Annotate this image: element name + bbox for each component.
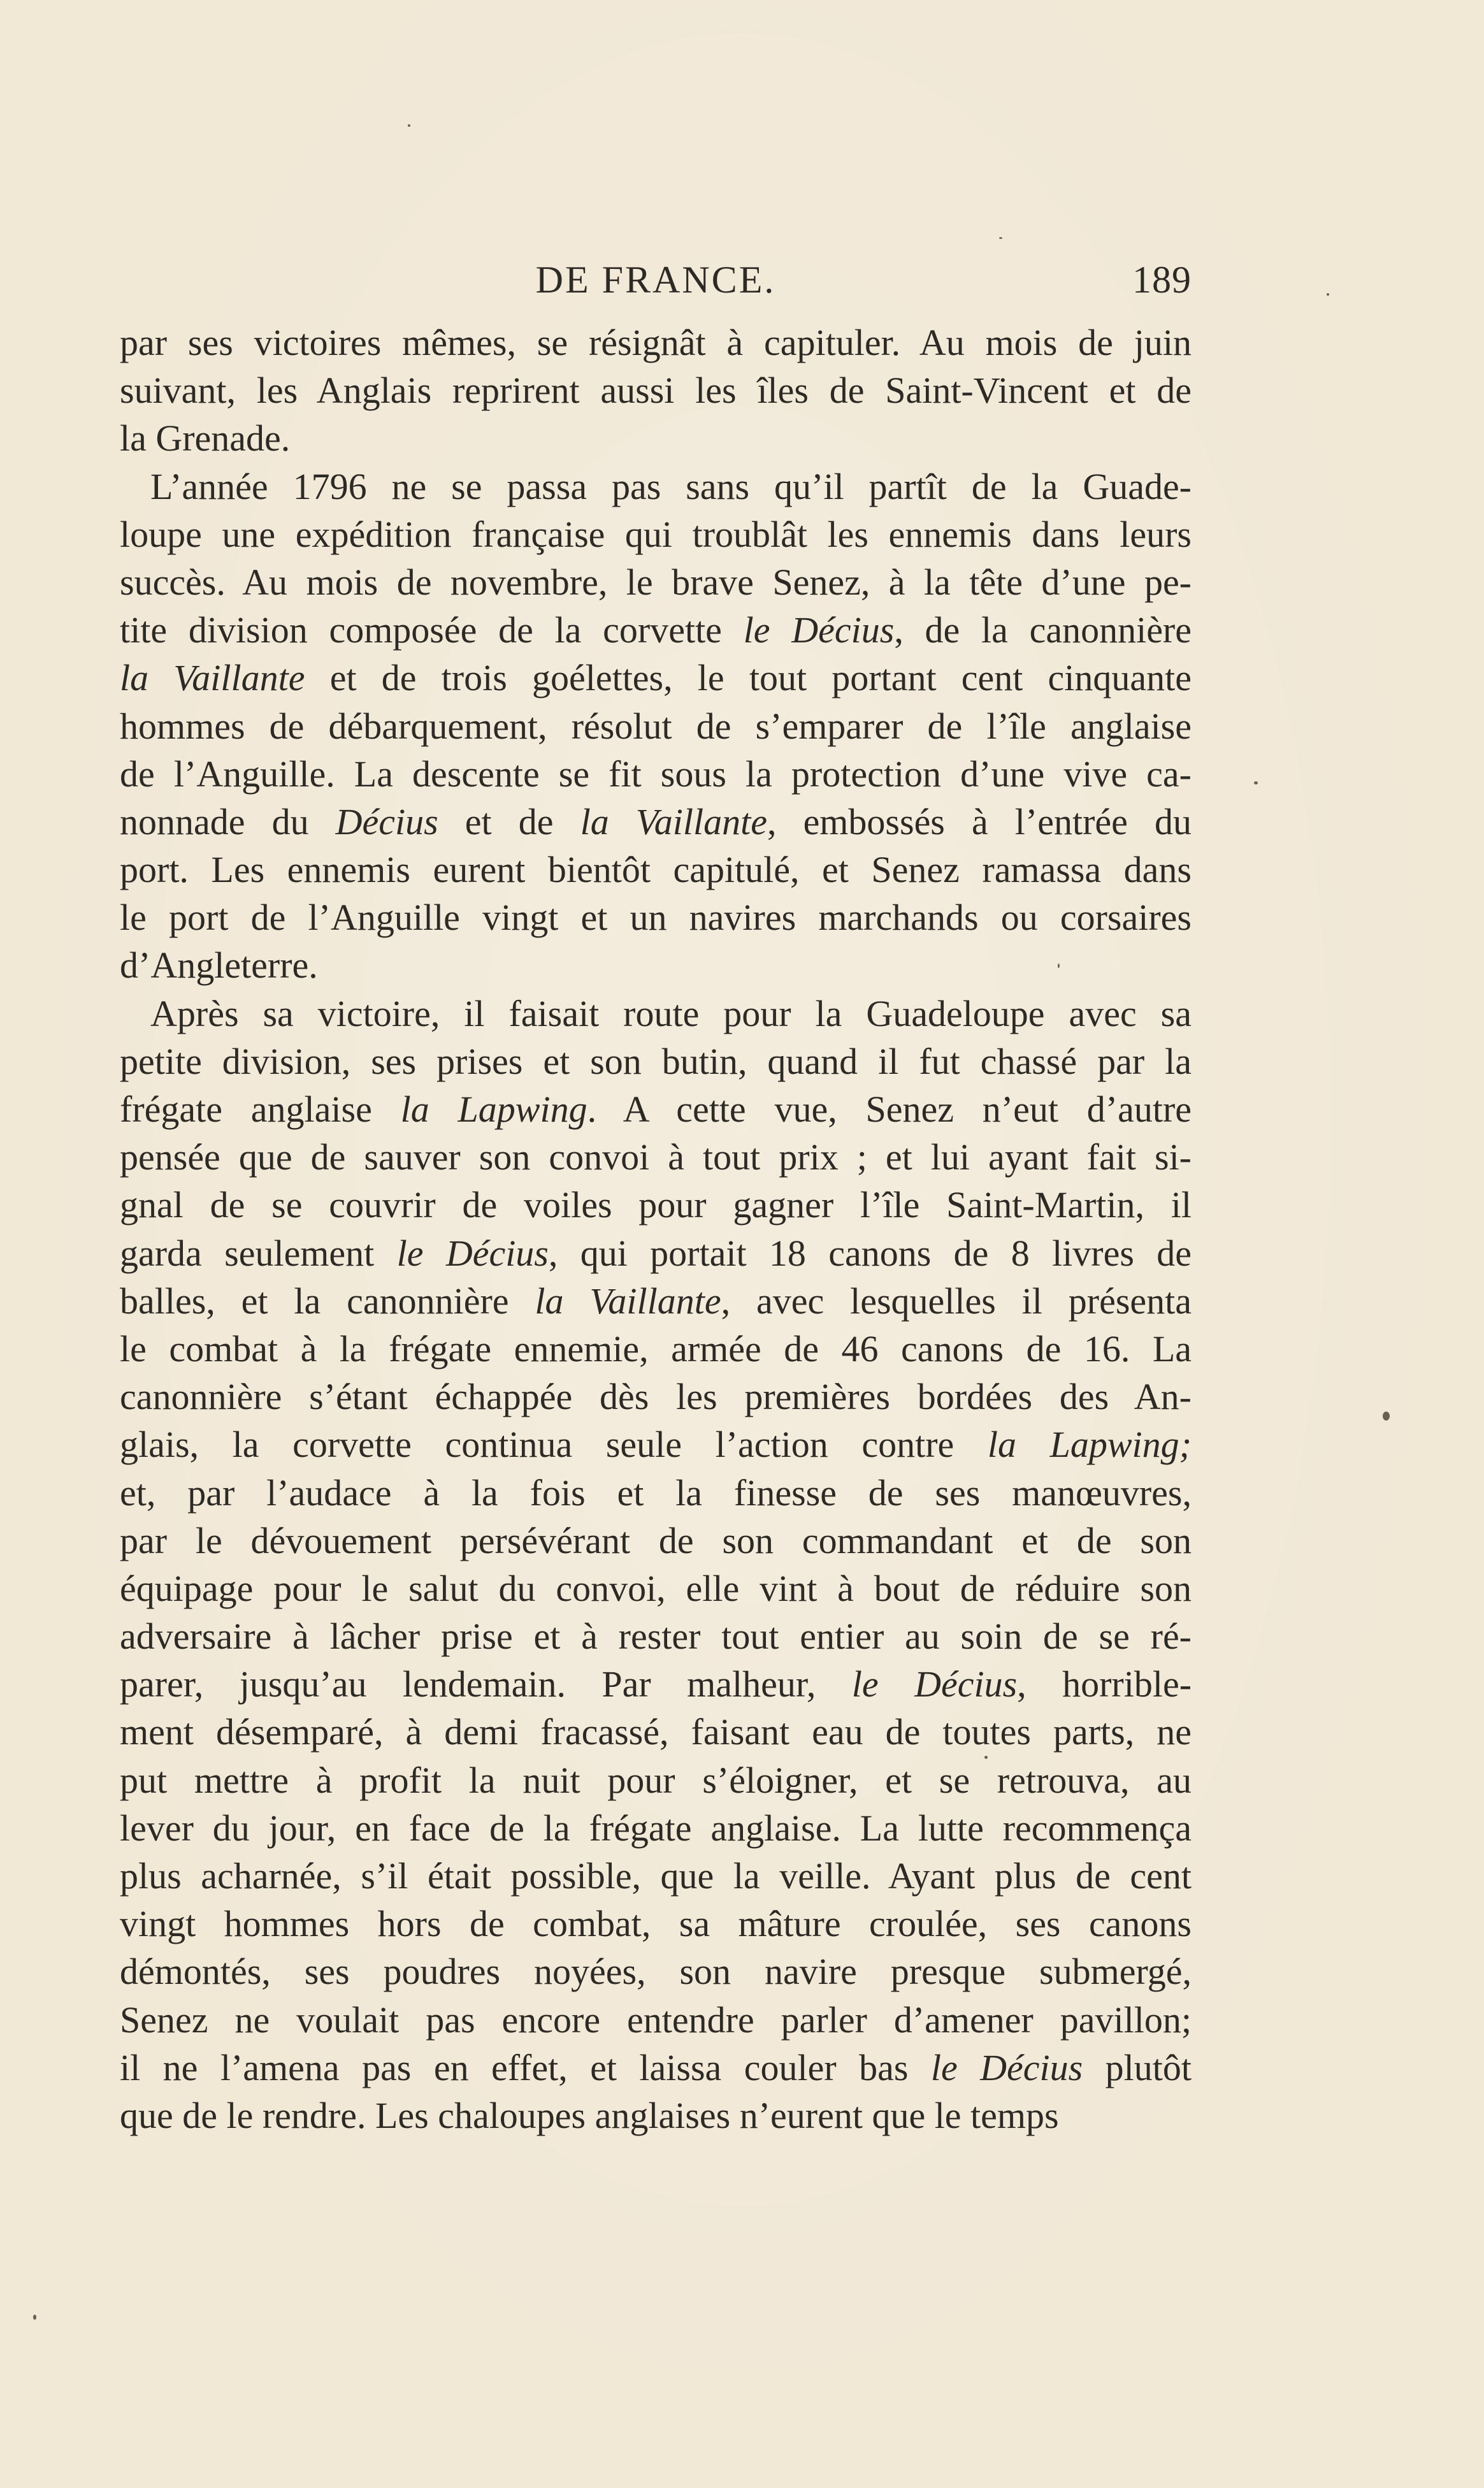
text-run: frégate anglaise	[120, 1088, 401, 1130]
scan-speck	[1058, 964, 1060, 968]
text-line	[120, 1229, 1192, 1277]
scan-speck	[999, 237, 1002, 239]
text-line	[120, 1948, 1192, 1995]
running-head-title: DE FRANCE.	[535, 259, 776, 301]
text-run: put mettre à profit la nuit pour s’éloigner, et se retrouva, au	[120, 1759, 1192, 1801]
text-run: balles, et la canonnière	[120, 1280, 535, 1322]
scan-speck	[984, 1756, 988, 1759]
text-run: et, par l’audace à la fois et la finesse de ses manœuvres,	[120, 1472, 1192, 1514]
text-run: , qui portait 18 canons de 8 livres de	[548, 1232, 1192, 1274]
italic-ship-name: le Décius	[930, 2046, 1083, 2088]
text-line	[120, 1804, 1192, 1852]
text-line	[120, 1038, 1192, 1085]
italic-ship-name: le Décius	[396, 1232, 549, 1274]
text-run: plus acharnée, s’il était possible, que la veille. Ayant plus de cent	[120, 1855, 1192, 1897]
text-line	[120, 606, 1192, 654]
italic-ship-name: la Lapwing;	[987, 1424, 1192, 1466]
text-line	[120, 1373, 1192, 1421]
text-run: pensée que de sauver son convoi à tout prix ; et lui ayant fait si-	[120, 1136, 1192, 1178]
text-run: , embossés à l’entrée du	[767, 800, 1192, 843]
scan-speck	[1383, 1412, 1390, 1421]
text-run: la Grenade.	[120, 417, 291, 459]
text-run: lever du jour, en face de la frégate anglaise. La lutte recommença	[120, 1807, 1192, 1849]
text-run: de l’Anguille. La descente se fit sous la protection d’une vive ca-	[120, 753, 1192, 795]
italic-ship-name: le Décius	[851, 1663, 1018, 1705]
text-line	[120, 750, 1192, 798]
text-line	[120, 1756, 1192, 1804]
text-run: et de trois goélettes, le tout portant cent cinquante	[305, 657, 1192, 699]
text-line	[120, 1469, 1192, 1517]
running-head	[120, 258, 1192, 315]
italic-ship-name: la Vaillante	[120, 657, 305, 699]
text-line	[120, 702, 1192, 750]
italic-ship-name: Décius	[335, 800, 438, 843]
text-line	[120, 1517, 1192, 1565]
text-line	[120, 1421, 1192, 1468]
text-run: parer, jusqu’au lendemain. Par malheur,	[120, 1663, 852, 1705]
text-run: le combat à la frégate ennemie, armée de 46 canons de 16. La	[120, 1327, 1192, 1370]
text-run: nonnade du	[120, 800, 336, 843]
text-line	[120, 798, 1192, 846]
text-line	[120, 1085, 1192, 1133]
text-run: , horrible-	[1017, 1663, 1192, 1705]
text-run: par ses victoires mêmes, se résignât à capituler. Au mois de juin	[120, 322, 1192, 363]
text-run: vingt hommes hors de combat, sa mâture croulée, ses canons	[120, 1903, 1192, 1945]
text-run: petite division, ses prises et son butin, quand il fut chassé par la	[120, 1040, 1192, 1082]
text-run: L’année 1796 ne se passa pas sans qu’il partît de la Guade-	[150, 465, 1192, 507]
text-line	[120, 366, 1192, 414]
text-run: loupe une expédition française qui troublât les ennemis dans leurs	[120, 513, 1192, 555]
text-run: succès. Au mois de novembre, le brave Senez, à la tête d’une pe-	[120, 561, 1192, 603]
scan-speck	[33, 2315, 36, 2320]
text-run: ment désemparé, à demi fracassé, faisant eau de toutes parts, ne	[120, 1711, 1192, 1753]
text-run: suivant, les Anglais reprirent aussi les îles de Saint-Vincent et de	[120, 370, 1192, 412]
text-line	[120, 893, 1192, 941]
text-run: et de	[438, 800, 580, 843]
scan-speck	[1327, 293, 1329, 296]
text-run: Après sa victoire, il faisait route pour la Guadeloupe avec sa	[150, 992, 1192, 1034]
text-line	[120, 1133, 1192, 1181]
text-line	[120, 1612, 1192, 1660]
text-run: port. Les ennemis eurent bientôt capitulé, et Senez ramassa dans	[120, 849, 1192, 891]
text-run: d’Angleterre.	[120, 944, 318, 987]
text-line	[120, 414, 1192, 462]
text-line	[120, 1852, 1192, 1900]
text-run: glais, la corvette continua seule l’action contre	[120, 1424, 988, 1466]
text-line	[120, 1996, 1192, 2044]
text-line	[120, 1325, 1192, 1373]
text-run: gnal de se couvrir de voiles pour gagner l’île Saint-Martin, il	[120, 1184, 1192, 1226]
text-line	[120, 1900, 1192, 1948]
text-run: garda seulement	[120, 1232, 397, 1274]
text-run: par le dévouement persévérant de son commandant et de son	[120, 1519, 1192, 1561]
italic-ship-name: le Décius	[743, 609, 895, 651]
text-line	[120, 1181, 1192, 1229]
text-run: le port de l’Anguille vingt et un navires marchands ou corsaires	[120, 897, 1192, 939]
scan-speck	[408, 124, 410, 127]
body-text	[120, 319, 1192, 2139]
text-line	[120, 990, 1192, 1038]
text-line	[120, 558, 1192, 606]
text-run: adversaire à lâcher prise et à rester tout entier au soin de se ré-	[120, 1616, 1192, 1658]
italic-ship-name: la Vaillante	[580, 800, 767, 843]
text-run: . A cette vue, Senez n’eut d’autre	[587, 1088, 1192, 1130]
italic-ship-name: la Lapwing	[400, 1088, 587, 1130]
text-run: plutôt	[1083, 2046, 1192, 2088]
text-run: il ne l’amena pas en effet, et laissa couler bas	[120, 2046, 931, 2088]
text-run: que de le rendre. Les chaloupes anglaises n’eurent que le temps	[120, 2094, 1059, 2136]
text-run: tite division composée de la corvette	[120, 609, 744, 651]
text-line	[120, 941, 1192, 989]
text-line	[120, 319, 1192, 366]
text-line	[120, 510, 1192, 558]
text-line	[120, 2044, 1192, 2092]
text-run: Senez ne voulait pas encore entendre parler d’amener pavillon;	[120, 1999, 1192, 2041]
text-line	[120, 463, 1192, 510]
text-line	[120, 1277, 1192, 1325]
text-line	[120, 846, 1192, 893]
page-number: 189	[1132, 259, 1192, 301]
text-line	[120, 1660, 1192, 1708]
text-line	[120, 2092, 1192, 2139]
text-run: équipage pour le salut du convoi, elle vint à bout de réduire son	[120, 1567, 1192, 1609]
text-run: , avec lesquelles il présenta	[721, 1280, 1192, 1322]
text-line	[120, 1565, 1192, 1612]
text-line	[120, 654, 1192, 702]
text-run: démontés, ses poudres noyées, son navire presque submergé,	[120, 1951, 1192, 1993]
scan-speck	[1254, 781, 1258, 785]
text-line	[120, 1708, 1192, 1756]
text-run: canonnière s’étant échappée dès les premières bordées des An-	[120, 1376, 1192, 1418]
text-run: hommes de débarquement, résolut de s’emparer de l’île anglaise	[120, 705, 1192, 747]
italic-ship-name: la Vaillante	[535, 1280, 721, 1322]
text-run: , de la canonnière	[894, 609, 1192, 651]
